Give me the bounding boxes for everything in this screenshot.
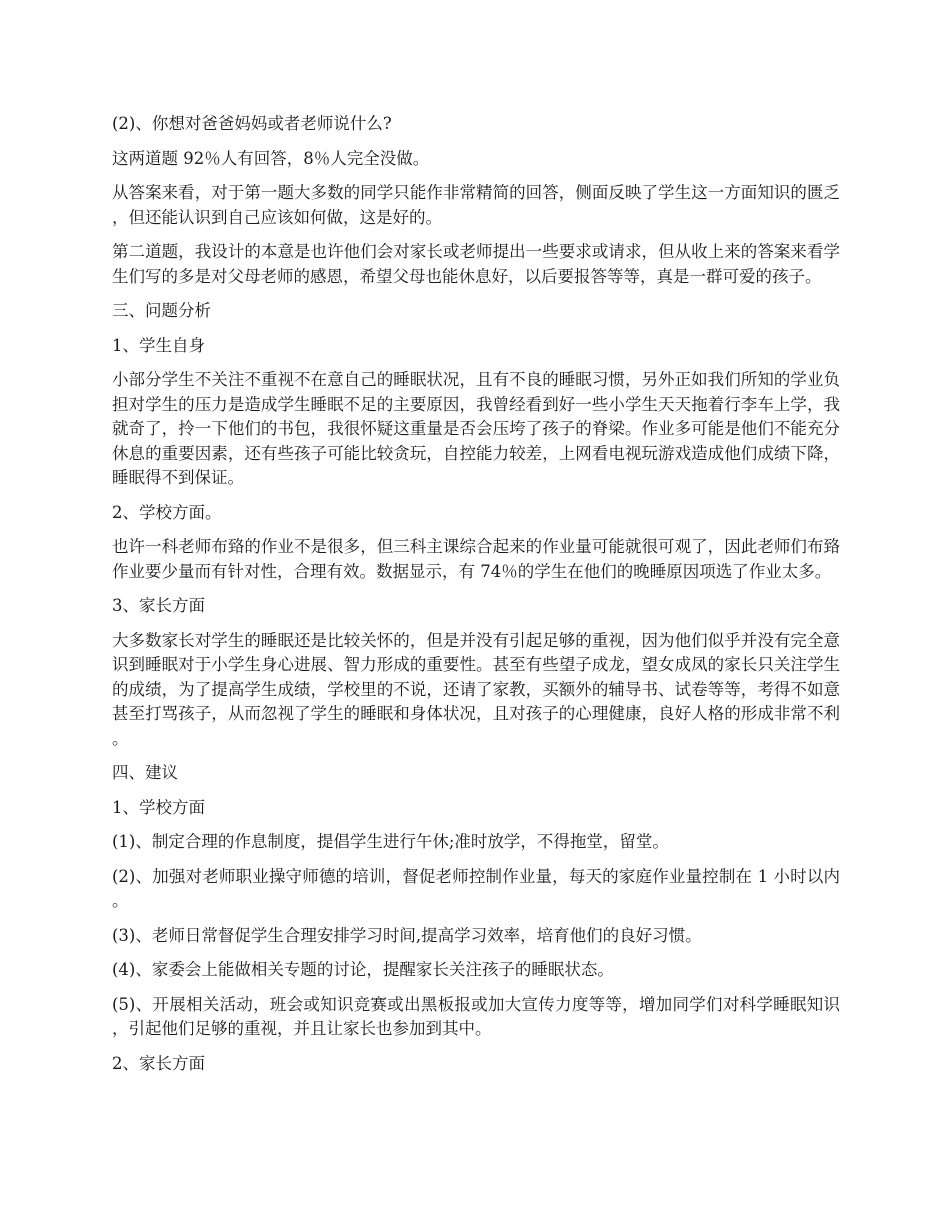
suggestion-item-4: (4)、家委会上能做相关专题的讨论，提醒家长关注孩子的睡眠状态。 [112, 960, 614, 979]
question-2-line: (2)、你想对爸爸妈妈或者老师说什么? [112, 114, 392, 133]
students-paragraph: 小部分学生不关注不重视不在意自己的睡眠状况，且有不良的睡眠习惯，另外正如我们所知的学业负担对学生的压力是造成学生睡眠不足的主要原因，我曾经看到好一些小学生天天拖着行李车上学，我就奇了，拎一下他们的书包，我很怀疑这重量是否会压垮了孩子的脊梁。作业多可能是他们不能充分休息的重要因素，还有些孩子可能比较贪玩，自控能力较差，上网看电视玩游戏造成他们成绩下降，睡眠得不到保证。 [112, 370, 840, 487]
school-paragraph: 也许一科老师布臵的作业不是很多，但三科主课综合起来的作业量可能就很可观了，因此老师们布臵作业要少量而有针对性，合理有效。数据显示，有 74％的学生在他们的晚睡原因项选了作业太多。 [112, 537, 840, 581]
subheading-school: 2、学校方面。 [112, 502, 222, 522]
subheading-parent-suggestions: 2、家长方面 [112, 1053, 205, 1073]
subheading-parents: 3、家长方面 [112, 596, 205, 615]
suggestion-item-3: (3)、老师日常督促学生合理安排学习时间,提高学习效率，培育他们的良好习惯。 [112, 925, 702, 945]
response-rate-paragraph: 这两道题 92％人有回答，8％人完全没做。 [112, 148, 430, 168]
suggestion-item-2: (2)、加强对老师职业操守师德的培训，督促老师控制作业量，每天的家庭作业量控制在 1 小时以内。 [112, 866, 840, 910]
parents-paragraph: 大多数家长对学生的睡眠还是比较关怀的，但是并没有引起足够的重视，因为他们似乎并没有完全意识到睡眠对于小学生身心进展、智力形成的重要性。甚至有些望子成龙，望女成凤的家长只关注学生的成绩，为了提高学生成绩，学校里的不说，还请了家教，买额外的辅导书、试卷等等，考得不如意甚至打骂孩子，从而忽视了学生的睡眠和身体状况，且对孩子的心理健康，良好人格的形成非常不利。 [112, 630, 840, 748]
section-heading-problem-analysis: 三、问题分析 [112, 301, 211, 320]
subheading-students: 1、学生自身 [112, 335, 205, 355]
document-body [112, 112, 840, 1086]
suggestion-item-1: (1)、制定合理的作息制度，提倡学生进行午休;准时放学，不得拖堂，留堂。 [112, 832, 669, 851]
section-heading-suggestions: 四、建议 [112, 763, 178, 782]
suggestion-item-5: (5)、开展相关活动，班会或知识竞赛或出黑板报或加大宣传力度等等，增加同学们对科学睡眠知识，引起他们足够的重视，并且让家长也参加到其中。 [112, 994, 840, 1038]
second-question-analysis-paragraph: 第二道题，我设计的本意是也许他们会对家长或老师提出一些要求或请求，但从收上来的答案来看学生们写的多是对父母老师的感恩，希望父母也能休息好，以后要报答等等，真是一群可爱的孩子。 [112, 242, 840, 286]
subheading-school-suggestions: 1、学校方面 [112, 797, 205, 817]
first-question-analysis-paragraph: 从答案来看，对于第一题大多数的同学只能作非常精简的回答，侧面反映了学生这一方面知识的匮乏，但还能认识到自己应该如何做，这是好的。 [112, 183, 840, 227]
